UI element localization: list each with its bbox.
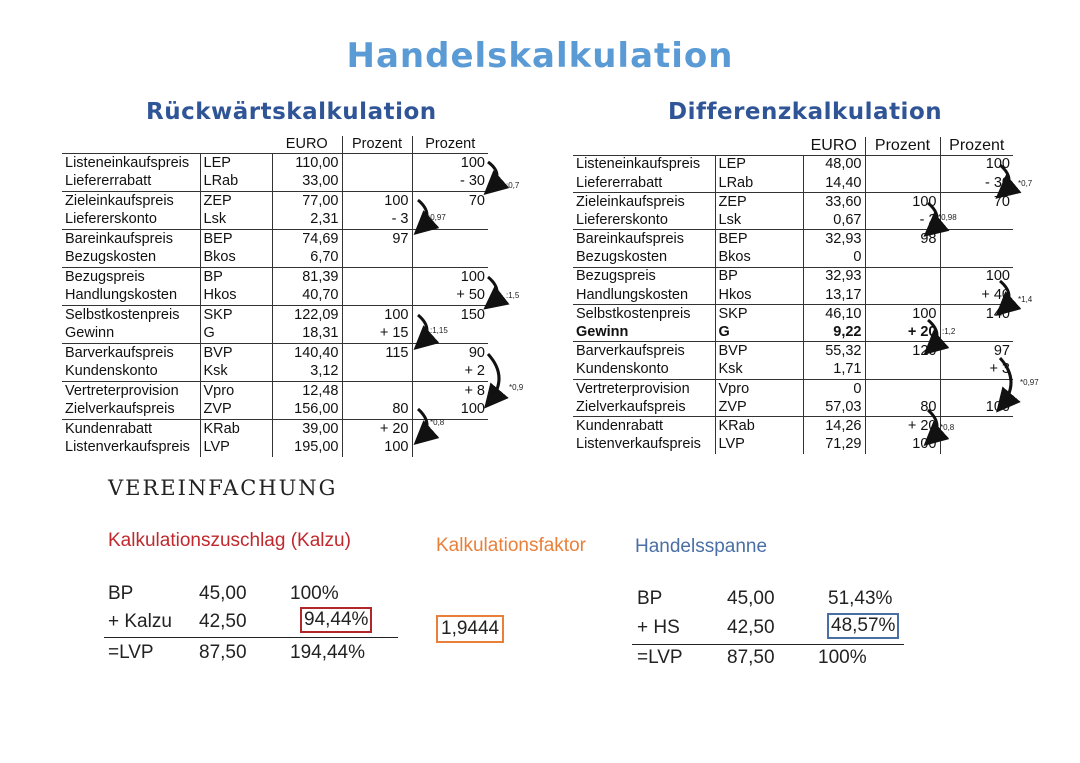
row-percent-1 [342, 381, 412, 400]
row-euro: 71,29 [803, 435, 865, 454]
kalzu-pct-highlight: 94,44% [300, 607, 372, 633]
row-abbr: Bkos [715, 248, 803, 267]
arrow-left-5 [488, 354, 499, 404]
row-abbr: LRab [715, 174, 803, 193]
row-name: Listenverkaufspreis [65, 439, 190, 456]
table-row [62, 438, 488, 457]
row-name: Bezugspreis [573, 267, 715, 286]
row-name: Zieleinkaufspreis [573, 192, 715, 211]
row-percent-1: + 20 [865, 323, 940, 342]
spanne-label-bp: BP [637, 588, 663, 609]
header-euro: EURO [285, 136, 328, 152]
row-abbr: G [200, 324, 272, 343]
row-euro: 0 [803, 248, 865, 267]
table-row [62, 286, 488, 305]
table-row [573, 230, 1013, 249]
row-name: Bezugspreis [62, 267, 200, 286]
row-percent-2: - 30 [940, 174, 1013, 193]
row-name: Listeneinkaufspreis [573, 155, 715, 174]
row-percent-1: + 20 [865, 417, 940, 436]
row-name: Gewinn [65, 325, 115, 341]
row-percent-2: - 30 [412, 172, 488, 191]
table-row [573, 379, 1013, 398]
table-row [573, 342, 1013, 361]
row-percent-2 [940, 379, 1013, 398]
row-percent-2 [412, 438, 488, 457]
row-percent-1: 120 [865, 342, 940, 361]
row-percent-1 [865, 379, 940, 398]
row-percent-2: + 50 [412, 286, 488, 305]
row-name: Handlungskosten [65, 287, 178, 303]
row-euro: 12,48 [272, 381, 342, 400]
table-row [573, 361, 1013, 380]
row-percent-2: 90 [412, 343, 488, 362]
row-percent-1 [865, 174, 940, 193]
table-row [62, 172, 488, 191]
row-name: Liefererskonto [65, 211, 157, 227]
differenz-table [573, 137, 1013, 454]
row-euro: 2,31 [272, 210, 342, 229]
row-name: Kundenskonto [65, 363, 158, 379]
row-abbr: Lsk [715, 211, 803, 230]
kalzu-label-kalzu: + Kalzu [108, 611, 172, 632]
row-euro: 122,09 [272, 305, 342, 324]
row-name: Gewinn [576, 324, 629, 341]
row-percent-1 [342, 286, 412, 305]
factor-label: :0,97 [428, 213, 446, 222]
row-name: Kundenskonto [576, 361, 669, 378]
table-row [62, 362, 488, 381]
kalzu-value-bp: 45,00 [199, 583, 247, 604]
row-percent-1: 80 [865, 398, 940, 417]
factor-label: *0,9 [509, 383, 524, 392]
row-name: Barverkaufspreis [62, 343, 200, 362]
spanne-value-hs: 42,50 [727, 617, 775, 638]
faktor-title: Kalkulationsfaktor [436, 535, 586, 556]
table-header [62, 136, 488, 153]
row-percent-2: 100 [412, 267, 488, 286]
row-percent-2 [940, 230, 1013, 249]
row-percent-2: 100 [940, 398, 1013, 417]
spanne-divider [632, 644, 904, 645]
spanne-pct-highlight: 48,57% [827, 613, 899, 639]
table-row [573, 192, 1013, 211]
row-percent-1: 100 [865, 305, 940, 324]
factor-label: :1,5 [506, 291, 520, 300]
row-percent-2: + 3 [940, 361, 1013, 380]
row-percent-1: 115 [342, 343, 412, 362]
row-percent-1 [342, 362, 412, 381]
row-percent-2: 100 [412, 153, 488, 172]
row-name: Bezugskosten [65, 249, 157, 265]
row-percent-2 [412, 229, 488, 248]
header-euro: EURO [810, 136, 857, 154]
row-abbr: ZEP [715, 192, 803, 211]
row-abbr: Lsk [200, 210, 272, 229]
row-euro: 195,00 [272, 438, 342, 457]
table-row [62, 381, 488, 400]
row-abbr: BVP [200, 343, 272, 362]
row-abbr: Hkos [715, 286, 803, 305]
table-row [62, 229, 488, 248]
row-percent-1 [342, 153, 412, 172]
row-euro: 74,69 [272, 229, 342, 248]
section-heading: VEREINFACHUNG [108, 476, 338, 500]
row-name: Liefererskonto [576, 211, 668, 228]
row-percent-2: 140 [940, 305, 1013, 324]
row-percent-1: 100 [865, 435, 940, 454]
table-row [573, 286, 1013, 305]
row-euro: 6,70 [272, 248, 342, 267]
row-euro: 33,60 [803, 192, 865, 211]
row-name: Liefererrabatt [576, 174, 663, 191]
row-name: Handlungskosten [576, 286, 689, 303]
factor-label: *0,8 [940, 423, 955, 432]
row-euro: 40,70 [272, 286, 342, 305]
row-abbr: LEP [715, 155, 803, 174]
table-row [62, 153, 488, 172]
row-abbr: Ksk [715, 361, 803, 380]
row-euro: 18,31 [272, 324, 342, 343]
row-percent-2: 70 [940, 192, 1013, 211]
row-percent-1 [342, 267, 412, 286]
row-name: Liefererrabatt [65, 173, 152, 189]
row-name: Zieleinkaufspreis [62, 191, 200, 210]
rueckwaerts-table [62, 136, 488, 457]
table-row [62, 210, 488, 229]
row-percent-2 [412, 210, 488, 229]
kalzu-pct-lvp: 194,44% [290, 642, 366, 663]
factor-label: :1,2 [942, 327, 956, 336]
faktor-value-highlight: 1,9444 [436, 615, 504, 643]
spanne-title: Handelsspanne [635, 536, 768, 557]
row-euro: 32,93 [803, 267, 865, 286]
row-euro: 0,67 [803, 211, 865, 230]
kalzu-value-lvp: 87,50 [199, 642, 247, 663]
row-euro: 14,26 [803, 417, 865, 436]
row-percent-2 [940, 248, 1013, 267]
row-abbr: Vpro [200, 381, 272, 400]
row-euro: 33,00 [272, 172, 342, 191]
row-euro: 13,17 [803, 286, 865, 305]
row-percent-1: 100 [342, 305, 412, 324]
spanne-value-bp: 45,00 [727, 588, 775, 609]
row-euro: 0 [803, 379, 865, 398]
header-prozent-1: Prozent [865, 137, 940, 155]
table-row [573, 211, 1013, 230]
row-percent-2 [412, 324, 488, 343]
table-row [573, 155, 1013, 174]
spanne-pct-bp: 51,43% [828, 588, 893, 609]
row-percent-1: 98 [865, 230, 940, 249]
row-name: Selbstkostenpreis [573, 305, 715, 324]
row-euro: 48,00 [803, 155, 865, 174]
row-euro: 57,03 [803, 398, 865, 417]
row-abbr: SKP [200, 305, 272, 324]
row-percent-2: 100 [412, 400, 488, 419]
row-euro: 55,32 [803, 342, 865, 361]
spanne-value-lvp: 87,50 [727, 647, 775, 668]
row-abbr: G [715, 323, 803, 342]
table-row [62, 191, 488, 210]
row-name: Kundenrabatt [573, 417, 715, 436]
row-percent-2 [940, 435, 1013, 454]
page-title: Handelskalkulation [346, 36, 734, 76]
row-percent-2: 150 [412, 305, 488, 324]
row-abbr: LEP [200, 153, 272, 172]
row-abbr: Ksk [200, 362, 272, 381]
row-abbr: Bkos [200, 248, 272, 267]
header-prozent-2: Prozent [940, 137, 1013, 155]
row-percent-2: + 8 [412, 381, 488, 400]
kalzu-value-kalzu: 42,50 [199, 611, 247, 632]
factor-label: *1,4 [1018, 295, 1033, 304]
row-percent-2 [940, 417, 1013, 436]
row-abbr: LVP [715, 435, 803, 454]
kalzu-pct-bp: 100% [290, 583, 339, 604]
table-row [573, 248, 1013, 267]
row-name: Vertreterprovision [573, 379, 715, 398]
row-percent-1: 80 [342, 400, 412, 419]
row-abbr: BP [715, 267, 803, 286]
row-percent-1: - 3 [342, 210, 412, 229]
table-row [62, 400, 488, 419]
row-percent-1 [342, 248, 412, 267]
row-abbr: BEP [200, 229, 272, 248]
table-row [62, 343, 488, 362]
kalzu-divider [104, 637, 398, 638]
row-name: Bezugskosten [576, 249, 668, 266]
row-euro: 140,40 [272, 343, 342, 362]
row-abbr: Vpro [715, 379, 803, 398]
table-row [573, 174, 1013, 193]
arrow-left-3 [488, 277, 497, 306]
left-subtitle: Rückwärtskalkulation [146, 99, 437, 125]
table-header [573, 137, 1013, 155]
row-euro: 14,40 [803, 174, 865, 193]
row-name: Bareinkaufspreis [62, 229, 200, 248]
row-percent-1 [865, 267, 940, 286]
kalzu-title: Kalkulationszuschlag (Kalzu) [108, 530, 351, 551]
table-row [573, 417, 1013, 436]
row-abbr: ZVP [715, 398, 803, 417]
row-percent-2: 70 [412, 191, 488, 210]
row-percent-1: + 20 [342, 419, 412, 438]
row-name: Selbstkostenpreis [62, 305, 200, 324]
row-abbr: BEP [715, 230, 803, 249]
row-abbr: ZEP [200, 191, 272, 210]
row-euro: 156,00 [272, 400, 342, 419]
header-prozent-1: Prozent [342, 136, 412, 153]
kalzu-label-lvp: =LVP [108, 642, 154, 663]
row-abbr: ZVP [200, 400, 272, 419]
table-row [573, 267, 1013, 286]
row-percent-2 [940, 211, 1013, 230]
factor-label: :1,15 [430, 326, 448, 335]
row-euro: 3,12 [272, 362, 342, 381]
row-name: Bareinkaufspreis [573, 230, 715, 249]
row-percent-2 [940, 323, 1013, 342]
factor-label: :0,7 [506, 181, 520, 190]
row-abbr: LVP [200, 438, 272, 457]
table-row [62, 324, 488, 343]
row-percent-2: + 40 [940, 286, 1013, 305]
row-euro: 1,71 [803, 361, 865, 380]
row-percent-1: + 15 [342, 324, 412, 343]
table-row [573, 323, 1013, 342]
table-row [62, 305, 488, 324]
row-abbr: LRab [200, 172, 272, 191]
row-percent-1: 100 [342, 438, 412, 457]
row-euro: 77,00 [272, 191, 342, 210]
row-abbr: BP [200, 267, 272, 286]
row-abbr: BVP [715, 342, 803, 361]
table-row [62, 419, 488, 438]
factor-label: *0,8 [430, 418, 445, 427]
row-euro: 81,39 [272, 267, 342, 286]
header-prozent-2: Prozent [412, 136, 488, 153]
row-abbr: Hkos [200, 286, 272, 305]
row-percent-1: 100 [865, 192, 940, 211]
factor-label: *0,98 [938, 213, 957, 222]
row-euro: 32,93 [803, 230, 865, 249]
row-name: Kundenrabatt [62, 419, 200, 438]
row-abbr: SKP [715, 305, 803, 324]
row-percent-2: 97 [940, 342, 1013, 361]
row-percent-1: 97 [342, 229, 412, 248]
row-percent-2: + 2 [412, 362, 488, 381]
row-abbr: KRab [200, 419, 272, 438]
row-percent-1: 100 [342, 191, 412, 210]
row-abbr: KRab [715, 417, 803, 436]
row-name: Listeneinkaufspreis [62, 153, 200, 172]
table-row [573, 305, 1013, 324]
spanne-label-hs: + HS [637, 617, 680, 638]
row-euro: 39,00 [272, 419, 342, 438]
row-name: Listenverkaufspreis [576, 436, 701, 453]
right-subtitle: Differenzkalkulation [668, 99, 943, 125]
row-percent-1 [865, 361, 940, 380]
table-row [62, 267, 488, 286]
kalzu-label-bp: BP [108, 583, 134, 604]
spanne-label-lvp: =LVP [637, 647, 683, 668]
row-euro: 110,00 [272, 153, 342, 172]
row-percent-1 [865, 248, 940, 267]
spanne-pct-lvp: 100% [818, 647, 867, 668]
row-percent-1 [865, 155, 940, 174]
row-percent-1 [865, 286, 940, 305]
row-name: Vertreterprovision [62, 381, 200, 400]
row-name: Zielverkaufspreis [576, 398, 686, 415]
row-percent-1: - 2 [865, 211, 940, 230]
factor-label: *0,7 [1018, 179, 1033, 188]
row-euro: 9,22 [803, 323, 865, 342]
table-row [573, 435, 1013, 454]
row-percent-2: 100 [940, 267, 1013, 286]
table-row [62, 248, 488, 267]
arrow-left-1 [488, 162, 497, 191]
table-row [573, 398, 1013, 417]
row-name: Zielverkaufspreis [65, 401, 175, 417]
row-percent-2: 100 [940, 155, 1013, 174]
row-euro: 46,10 [803, 305, 865, 324]
factor-label: *0,97 [1020, 378, 1039, 387]
row-percent-2 [412, 419, 488, 438]
row-name: Barverkaufspreis [573, 342, 715, 361]
row-percent-1 [342, 172, 412, 191]
row-percent-2 [412, 248, 488, 267]
